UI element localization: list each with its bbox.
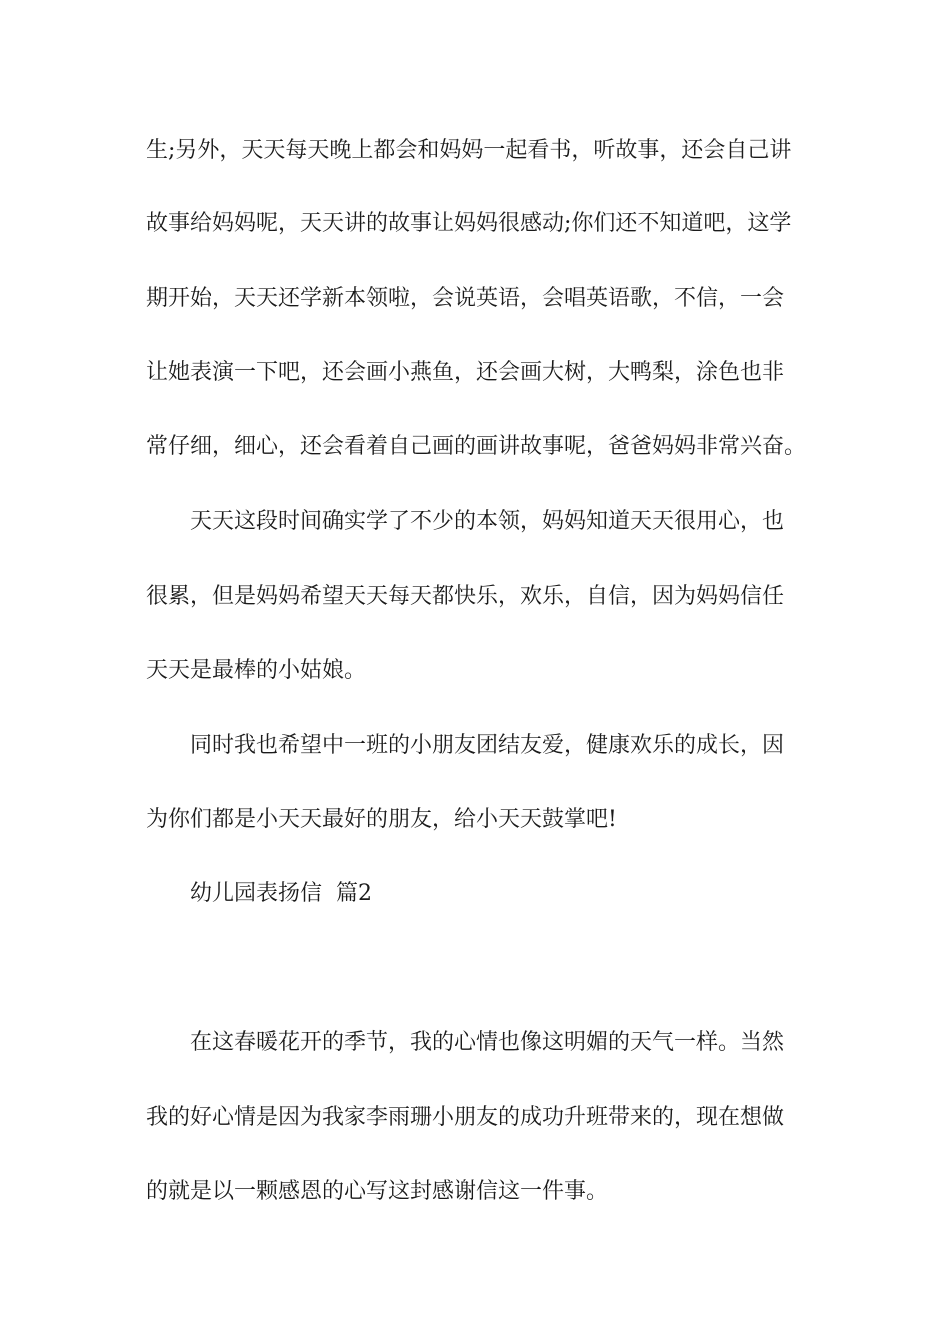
paragraph-line: 很累，但是妈妈希望天天每天都快乐，欢乐，自信，因为妈妈信任	[146, 584, 785, 609]
paragraph-line: 天天这段时间确实学了不少的本领，妈妈知道天天很用心，也	[190, 509, 785, 534]
paragraph-line: 生;另外，天天每天晚上都会和妈妈一起看书，听故事，还会自己讲	[146, 138, 792, 163]
paragraph-line: 的就是以一颗感恩的心写这封感谢信这一件事。	[146, 1179, 609, 1204]
paragraph-line: 天天是最棒的小姑娘。	[146, 658, 367, 683]
paragraph-line: 常仔细，细心，还会看着自己画的画讲故事呢，爸爸妈妈非常兴奋。	[146, 434, 807, 459]
paragraph-line: 同时我也希望中一班的小朋友团结友爱，健康欢乐的成长，因	[190, 733, 785, 758]
paragraph-line: 让她表演一下吧，还会画小燕鱼，还会画大树，大鸭梨，涂色也非	[146, 360, 785, 385]
paragraph-line: 在这春暖花开的季节，我的心情也像这明媚的天气一样。当然	[190, 1030, 785, 1055]
paragraph-line: 我的好心情是因为我家李雨珊小朋友的成功升班带来的，现在想做	[146, 1105, 785, 1130]
paragraph-line: 为你们都是小天天最好的朋友，给小天天鼓掌吧!	[146, 807, 617, 832]
paragraph-line: 期开始，天天还学新本领啦，会说英语，会唱英语歌，不信，一会	[146, 286, 785, 311]
section-heading: 幼儿园表扬信 篇2	[190, 881, 372, 906]
paragraph-line: 故事给妈妈呢，天天讲的故事让妈妈很感动;你们还不知道吧，这学	[146, 211, 792, 236]
